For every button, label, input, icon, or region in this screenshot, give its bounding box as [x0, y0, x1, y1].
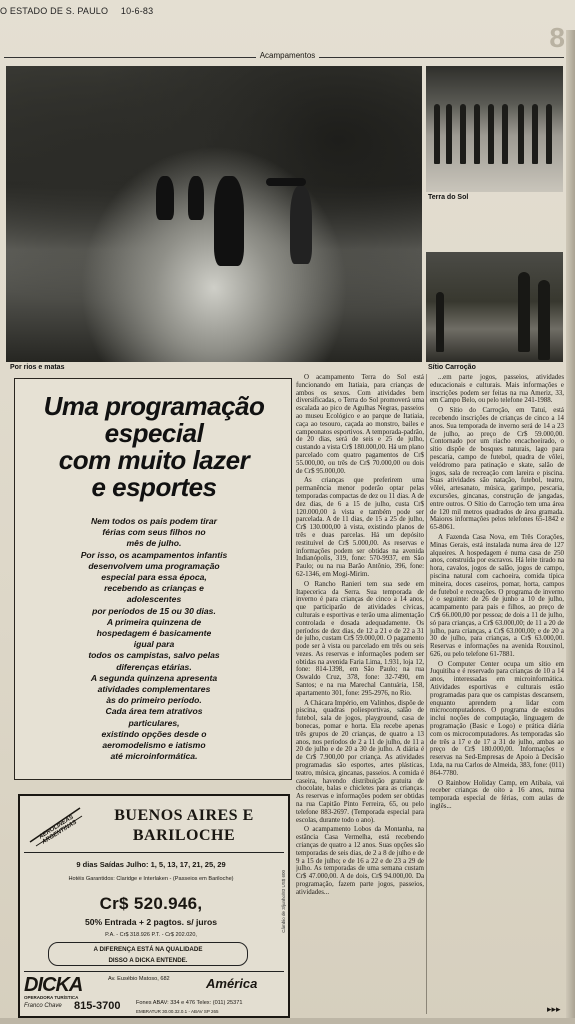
headline-box: [14, 378, 292, 780]
paragraph: ...em parte jogos, passeios, atividades educacionais e culturais. Mais informações e inscrições podem ser feitas na rua Ameriz, 33, em Campo Belo, ou pelo telefone 241-1988.: [430, 374, 564, 405]
section-title: Acampamentos: [0, 51, 575, 60]
bottom-right-photo: [426, 252, 563, 362]
ad-dates: 9 dias Saídas Julho: 1, 5, 13, 17, 21, 25, 29: [76, 860, 226, 869]
masthead: [0, 6, 163, 16]
article-column-2: [430, 374, 564, 986]
ad-side-note: Câmbio de 3/junho/83 US$ 600: [281, 870, 286, 933]
masthead-paper: O ESTADO DE S. PAULO: [0, 6, 109, 16]
paragraph: A Fazenda Casa Nova, em Três Corações, Minas Gerais, está instalada numa área de 127 alqueires. A hospedagem é numa casa de 250 anos, construída por escravos. Há leite tirado na hora, cavalos, jogos de salão, jogos de campo, piscina natural com cachoeira, comida típica mineira, doces caseiros, pomar, horta, campos de futebol e recreações. O programa de inverno é o seguinte: de 26 de junho a 10 de julho, acampamento para pais e filhos, ao preço de Cr$ 66.000,00 por pessoa; de dois a 11 de julho, só para crianças, a Cr$ 63.000,00; de 11 a 20 de julho, para crianças, a Cr$ 63.000,00; e de 20 a 30 de julho, para crianças, a Cr$ 63.000,00. Reservas e informações na avenida Rouxinol, 626, ou pelo telefone 61-7881.: [430, 533, 564, 658]
paragraph: O Rainbow Holiday Camp, em Atibaia, vai receber crianças de oito a 16 anos, numa temporada especial de férias, com aulas de inglês...: [430, 779, 564, 811]
ad-price: Cr$ 520.946,: [99, 894, 203, 913]
corner-mark: 8: [549, 22, 565, 53]
top-right-photo: [426, 66, 563, 192]
article-column-1: [296, 374, 424, 1018]
airline-logo-icon: AEROLINEAS ARGENTINAS: [26, 802, 84, 848]
page-edge: [566, 30, 575, 1024]
paragraph: O Computer Center ocupa um sítio em Juquitiba e é reservado para crianças de 10 a 14 anos, interessadas em microinformática. Atividades esportivas e culturais estão programadas para que os campistas descansem, enquanto aprendem a lidar com microcomputadores. O programa de estudos inclui noções de computação, linguagem de programação (Basic e Logo) e prática diária com os microcomputadores. As temporadas são de três a 17 e de 17 a 31 de julho, ambas ao preço de Cr$ 180.000,00. Informações e reservas na Sed-Empresas de Apoio à Decisão Ltda, na rua Carlos de Almeida, 383, fone: (011) 864-7780.: [430, 660, 564, 777]
ad-registration: EMBRATUR 30.00.32.0.1 - ABAV SP 265: [136, 1009, 219, 1014]
main-photo: [6, 66, 422, 362]
ad-phones: Fones ABAV: 334 e 476 Telex: (011) 25371: [136, 1000, 243, 1006]
ad-divider-bottom: [24, 971, 284, 972]
ad-phone: 815-3700: [74, 1000, 121, 1012]
ad-banner: A DIFERENÇA ESTÁ NA QUALIDADE DISSO A DICKA ENTENDE.: [48, 942, 248, 966]
ad-terms: 50% Entrada + 2 pagtos. s/ juros: [84, 917, 218, 927]
ad-brand-sub: OPERADORA TURÍSTICA: [24, 995, 79, 1000]
paragraph: O Sítio do Carroção, em Tatuí, está recebendo inscrições de crianças de cinco a 14 anos. Sua temporada de inverno será de 14 a 23 de julho, ao preço de Cr$ 59.000,00. Contornado por um riacho encachoeirado, o sítio dispõe de bosques naturais, lago para pescaria, campo de futebol, quadra de vôlei, velódromo para patinação e skate, salão de jogos, sala de recreação com lareira e piscina. Suas atividades são natação, futebol, teatro, vôlei, artesanato, música, garimpo, pescaria, excursões, gincanas, construção de jangadas, entre outros. O Sítio do Carroção tem uma área de 120 mil metros quadrados de área gramada. Maiores informações pelos telefones 65-1842 e 65-8061.: [430, 407, 564, 532]
paragraph: O acampamento Lobos da Montanha, na estância Casa Vermelha, está recebendo crianças de quatro a 12 anos. Suas opções são temporadas de seis dias, de 2 a 8 de julho e de 9 a 15 de julho; e de 16 a 22 e de 23 a 29 de julho. As temporadas de uma semana custam Cr$ 47.000,00. A de dois, Cr$ 94.000,00. Da programação, fazem parte jogos, passeios, atividades...: [296, 826, 424, 896]
ad-phone-label: Franco Chave: [24, 1003, 62, 1009]
bottom-right-photo-caption: Sítio Carroção: [428, 364, 476, 371]
main-photo-caption: Por rios e matas: [10, 364, 65, 371]
paragraph: As crianças que preferirem uma permanência menor poderão optar pelas temporadas compactas de dez ou 11 dias. A de dez dias, de 6 a 15 de julho, custa Cr$ 120.000,00 à vista e também pode ser parcelada. A de 11 dias, de 15 a 25 de julho, Cr$ 130.000,00 à vista, existindo planos de três e duas parcelas. Há um depósito restituível de Cr$ 5.000,00. As reservas e informações podem ser obtidas na avenida Indianópolis, 319, fone: 570-9937, em São Paulo; ou na rua Barão Antônio, 396, fone: 62-1346, em Mogi-Mirim.: [296, 477, 424, 578]
ad-hotels: Hotéis Garantidos: Claridge e Interlaken - (Passeios em Bariloche): [68, 876, 234, 882]
ad-partner-logo: América: [206, 976, 258, 991]
lede: Nem todos os pais podem tirar férias com seus filhos no mês de julho. Por isso, os acampamentos infantis desenvolvem uma programação especial para essa época, recebendo as crianças e adolescentes por períodos de 15 ou 30 dias. A primeira quinzena de hospedagem é basicamente igual para todos os campistas, salvo pelas diferenças etárias. A segunda quinzena apresenta atividades complementares às do primeiro período. Cada área tem atrativos particulares, existindo opções desde o aeromodelismo e iatismo até microinformática.: [80, 516, 228, 762]
top-right-photo-caption: Terra do Sol: [428, 194, 469, 201]
ad-address: Av. Eusébio Matoso, 682: [108, 976, 170, 982]
paragraph: O Rancho Ranieri tem sua sede em Itapecerica da Serra. Sua temporada de inverno é para crianças de cinco a 14 anos, que participarão de atividades cívicas, culturais e esportivas e terão uma alimentação controlada e dosada adequadamente. Os períodos de dez dias, de 12 a 21 e de 22 a 31 de julho, custam Cr$ 59.000,00. O pagamento pode ser à vista ou parcelado em três ou seis vezes. As reservas e informações podem ser obtidas na avenida Faria Lima, 1.931, loja 12, fone: 814-1398, em São Paulo; na rua Oswaldo Cruz, 378, fone: 32-7490, em Santos; e na rua Marechal Cantuária, 158, apartamento 301, fone: 295-2976, no Rio.: [296, 580, 424, 697]
ad-brand: DICKA: [24, 974, 83, 996]
paragraph: A Chácara Império, em Valinhos, dispõe de piscina, quadras poliesportivas, salão de futebol, sala de jogos, playground, casa de bonecas, pomar e horta. Ela recebe apenas três grupos de 20 crianças, de quatro a 13 anos, nos períodos de 2 a 11 de julho, de 11 a 20 de julho e de 20 a 30 de julho. A diária é de Cr$ 7.900,00 por criança. As atividades programadas são esportes, artes plásticas, teatro, música, gincanas, passeios. A comida é caseira, havendo distribuição gratuita de chocolate, balas e chicletes para as crianças. As reservas e informações podem ser obtidas na rua Capitão Pinto Ferreira, 65, ou pelo telefone 883-2697. (Temporada especial para escolas, durante todo o ano).: [296, 699, 424, 824]
paragraph: O acampamento Terra do Sol está funcionando em Itatiaia, para crianças de ambos os sexos. Com atividades bem diversificadas, o Terra do Sol promoverá uma escalada ao pico de Agulhas Negras, passeios ao museu Ecológico e ao parque de Itatiaia, caça ao tesouro, caçada ao monstro, bailes e campeonatos esportivos. A temporada-padrão, de 20 dias, será de seis e 25 de julho, custando a vista Cr$ 180.000,00. Há um plano parcelado com quatro pagamentos de Cr$ 55.000,00, ou três de Cr$ 70.000,00 ou dois de Cr$ 95.000,00.: [296, 374, 424, 475]
travel-advertisement: [18, 794, 290, 1018]
continuation-arrows-icon: ▸▸▸: [547, 1004, 561, 1014]
headline: Uma programação especial com muito lazer e esportes: [43, 391, 265, 502]
column-separator: [426, 374, 427, 1014]
ad-divider: [24, 852, 284, 853]
masthead-date: 10-6-83: [120, 6, 154, 16]
ad-title: BUENOS AIRES E BARILOCHE: [114, 807, 254, 844]
page-bottom-edge: [0, 1018, 575, 1024]
ad-fine-print: P.A. - Cr$ 318.926 P.T. - Cr$ 202.020,: [105, 932, 197, 938]
